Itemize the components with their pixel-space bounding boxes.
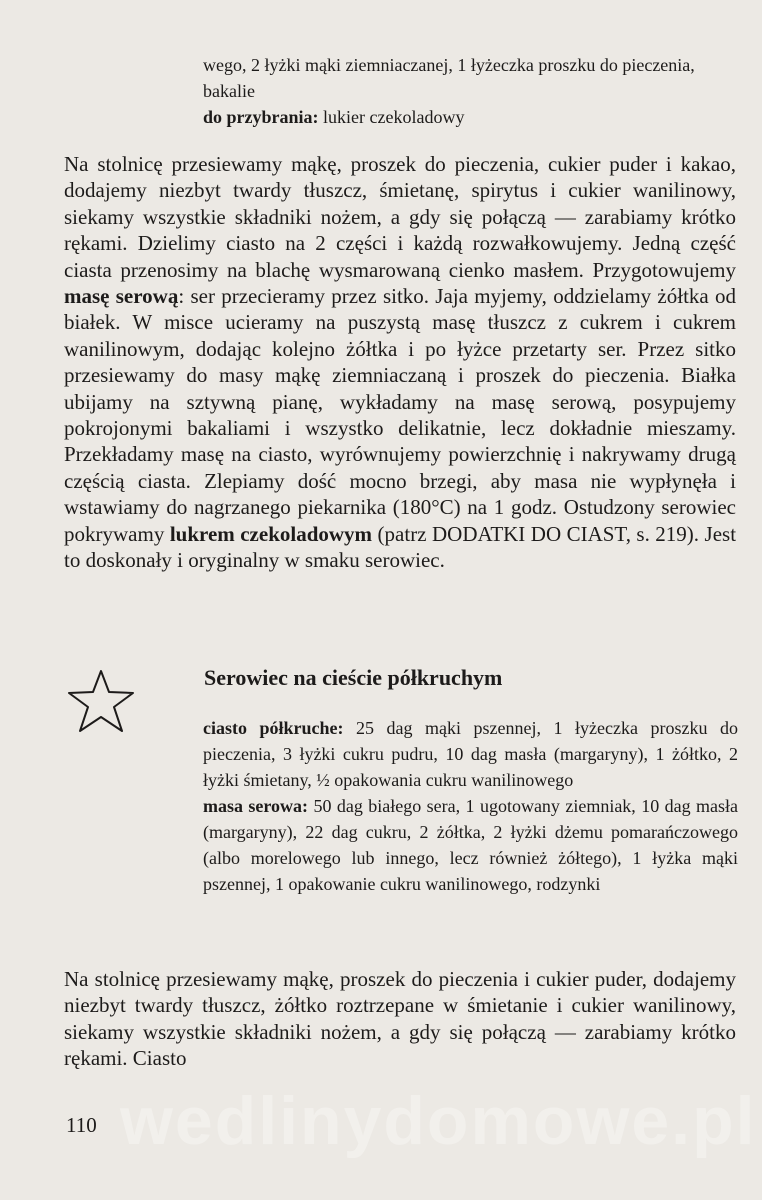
cheese-mass-text: 50 dag białego sera, 1 ugotowany ziemniak, 10 dag masła (margaryny), 22 dag cukru, 2 żółtka, 2 łyżki dżemu pomarańczowego (albo morelowego lub innego, lecz również żółtego), 1 łyżka mąki pszennej, 1 opakowanie cukru wanilinowego, rodzynki: [203, 796, 738, 894]
page-number: 110: [66, 1113, 97, 1137]
dough-ingredients: [203, 715, 738, 793]
cheese-mass-label: masa serowa:: [203, 796, 309, 816]
decoration-line: [203, 104, 738, 130]
decoration-label: do przybrania:: [203, 107, 319, 127]
intro-ingredients: [203, 52, 738, 130]
method1-bold-chocolate-icing: lukrem czekoladowym: [169, 521, 373, 546]
dough-text: 25 dag mąki pszennej, 1 łyżeczka proszku do pieczenia, 3 łyżki cukru pudru, 10 dag masła (margaryny), 1 żółtko, 2 łyżki śmietany, ½ opakowania cukru wanilinowego: [203, 718, 739, 790]
method-paragraph-1: [64, 151, 736, 574]
method1-bold-cheese-mass: masę serową: [64, 284, 179, 309]
decoration-text: lukier czekoladowy: [323, 107, 465, 127]
method1-part3: (patrz DODATKI DO CIAST, s. 219). Jest to doskonały i oryginalny w smaku serowiec.: [64, 521, 737, 573]
cheese-mass-ingredients: [203, 793, 738, 897]
recipe-title: Serowiec na cieście półkruchym: [204, 665, 503, 690]
method1-part1: Na stolnicę przesiewamy mąkę, proszek do pieczenia, cukier puder i kakao, dodajemy niezbyt twardy tłuszcz, śmietanę, spirytus i cukier wanilinowy, siekamy wszystkie składniki nożem, a gdy się połączą — zarabiamy krótko rękami. Dzielimy ciasto na 2 części i każdą rozwałkowujemy. Jedną część ciasta przenosimy na blachę wysmarowaną cienko masłem. Przygotowujemy: [64, 152, 736, 282]
star-icon: [66, 668, 136, 734]
method1-part2: : ser przecieramy przez sitko. Jaja myjemy, oddzielamy żółtka od białek. W misce ucieramy na puszystą masę tłuszcz z cukrem i cukrem wanilinowym, dodając kolejno żółtka i po łyżce przetarty ser. Przez sitko przesiewamy do masy mąkę ziemniaczaną i proszek do pieczenia. Białka ubijamy na sztywną pianę, wykładamy na masę serową, posypujemy pokrojonymi bakaliami i wszystko delikatnie, lecz dokładnie mieszamy. Przekładamy masę na ciasto, wyrównujemy powierzchnię i nakrywamy drugą częścią ciasta. Zlepiamy dość mocno brzegi, aby masa nie wypłynęła i wstawiamy do nagrzanego piekarnika (180°C) na 1 godz. Ostudzony serowiec pokrywamy: [64, 284, 736, 546]
dough-label: ciasto półkruche:: [203, 718, 344, 738]
ingredients-continuation: wego, 2 łyżki mąki ziemniaczanej, 1 łyżeczka proszku do pieczenia, bakalie: [203, 55, 695, 101]
recipe2-ingredients: [203, 715, 738, 897]
method-paragraph-2: [64, 966, 736, 1072]
watermark: wedlinydomowe.pl: [120, 1083, 757, 1159]
method2-text: Na stolnicę przesiewamy mąkę, proszek do pieczenia i cukier puder, dodajemy niezbyt twardy tłuszcz, żółtko roztrzepane w śmietanie i cukier wanilinowy, siekamy wszystkie składniki nożem, a gdy się połączą — zarabiamy krótko rękami. Ciasto: [64, 967, 736, 1071]
